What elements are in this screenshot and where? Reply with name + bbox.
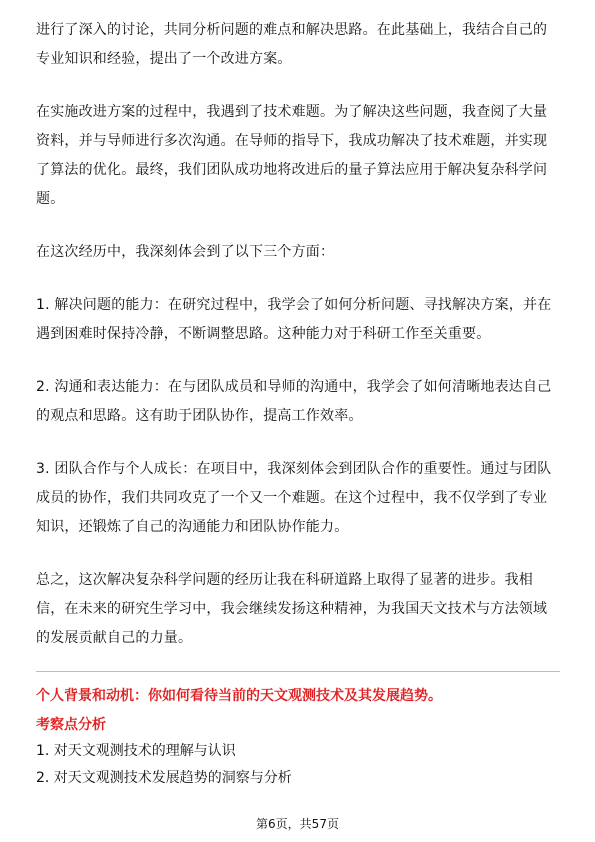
paragraph-gap bbox=[36, 542, 560, 566]
paragraph-gap bbox=[36, 74, 560, 98]
body-paragraph-1: 进行了深入的讨论，共同分析问题的难点和解决思路。在此基础上，我结合自己的专业知识和经验，提出了一个改进方案。 bbox=[36, 22, 548, 67]
body-paragraph-6: 3. 团队合作与个人成长：在项目中，我深刻体会到团队合作的重要性。通过与团队成员的协作，我们共同攻克了一个又一个难题。在这个过程中，我不仅学到了专业知识，还锻炼了自己的沟通能力和团队协作能力。 bbox=[36, 461, 552, 535]
body-paragraph-4: 1. 解决问题的能力：在研究过程中，我学会了如何分析问题、寻找解决方案，并在遇到困难时保持冷静，不断调整思路。这种能力对于科研工作至关重要。 bbox=[36, 297, 552, 342]
section-divider bbox=[36, 671, 560, 672]
paragraph-gap bbox=[36, 267, 560, 291]
analysis-heading: 考察点分析 bbox=[36, 717, 106, 733]
body-paragraph-3: 在这次经历中，我深刻体会到了以下三个方面： bbox=[36, 244, 335, 260]
paragraph-gap bbox=[36, 214, 560, 238]
page-content bbox=[36, 16, 560, 792]
analysis-point-2: 2. 对天文观测技术发展趋势的洞察与分析 bbox=[36, 770, 292, 786]
body-paragraph-7: 总之，这次解决复杂科学问题的经历让我在科研道路上取得了显著的进步。我相信，在未来的研究生学习中，我会继续发扬这种精神，为我国天文技术与方法领域的发展贡献自己的力量。 bbox=[36, 572, 548, 646]
body-paragraph-5: 2. 沟通和表达能力：在与团队成员和导师的沟通中，我学会了如何清晰地表达自己的观点和思路。这有助于团队协作，提高工作效率。 bbox=[36, 379, 552, 424]
paragraph-gap bbox=[36, 431, 560, 455]
paragraph-gap bbox=[36, 349, 560, 373]
body-paragraph-2: 在实施改进方案的过程中，我遇到了技术难题。为了解决这些问题，我查阅了大量资料，并与导师进行多次沟通。在导师的指导下，我成功解决了技术难题，并实现了算法的优化。最终，我们团队成功地将改进后的量子算法应用于解决复杂科学问题。 bbox=[36, 104, 548, 207]
page-number: 第6页，共57页 bbox=[256, 817, 339, 831]
analysis-point-1: 1. 对天文观测技术的理解与认识 bbox=[36, 743, 236, 759]
analysis-point-list bbox=[36, 738, 560, 792]
question-title: 个人背景和动机：你如何看待当前的天文观测技术及其发展趋势。 bbox=[36, 688, 442, 704]
